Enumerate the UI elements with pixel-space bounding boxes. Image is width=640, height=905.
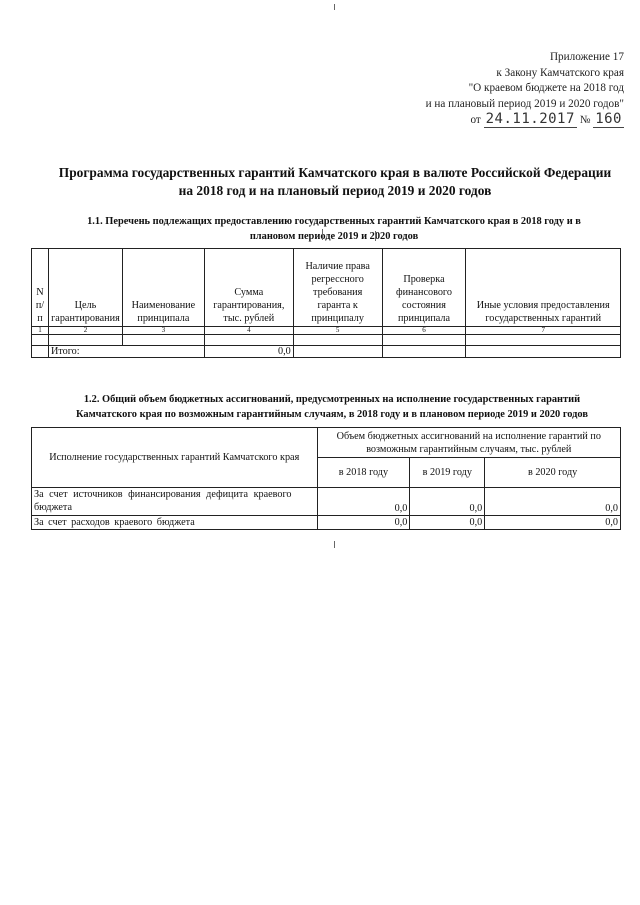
column-numbers-row bbox=[32, 327, 621, 335]
row-label: За счет источников финансирования дефицита краевого бюджета bbox=[32, 488, 318, 516]
table-row bbox=[32, 488, 621, 516]
row-header: Исполнение государственных гарантий Камчатского края bbox=[32, 428, 318, 488]
appendix-date-line bbox=[426, 112, 624, 129]
col-header-regress: Наличие права регрессного требования гаранта к принципалу bbox=[293, 249, 382, 327]
title-line-2: на 2018 год и на плановый период 2019 и 2020 годов bbox=[178, 183, 492, 198]
scan-mark bbox=[322, 229, 323, 240]
col-header-principal: Наименование принципала bbox=[122, 249, 204, 327]
section1-heading bbox=[36, 214, 632, 244]
col-header-check: Проверка финансового состояния принципала bbox=[382, 249, 466, 327]
section1-heading-line-1: 1.1. Перечень подлежащих предоставлению государственных гарантий Камчатского края в 2018 году и в bbox=[87, 216, 581, 227]
row-value: 0,0 bbox=[485, 516, 621, 530]
year-2020-header: в 2020 году bbox=[485, 458, 621, 488]
col-number: 2 bbox=[48, 327, 122, 335]
col-number: 3 bbox=[122, 327, 204, 335]
appendix-block bbox=[426, 50, 624, 129]
col-number: 7 bbox=[466, 327, 621, 335]
section2-heading-line-2: Камчатского края по возможным гарантийным случаям, в 2018 году и в плановом периоде 2019 и 2020 годов bbox=[76, 409, 588, 420]
appendix-line-2: к Закону Камчатского края bbox=[496, 66, 624, 79]
appendix-line-1: Приложение 17 bbox=[549, 51, 624, 63]
appendix-line-4: и на плановый период 2019 и 2020 годов" bbox=[425, 97, 624, 110]
law-number: 160 bbox=[595, 111, 622, 128]
scan-mark bbox=[334, 4, 335, 10]
section2-heading bbox=[30, 392, 634, 422]
col-header-purpose: Цель гарантирования bbox=[48, 249, 122, 327]
row-value: 0,0 bbox=[485, 488, 621, 516]
row-value: 0,0 bbox=[410, 516, 485, 530]
year-2019-header: в 2019 году bbox=[410, 458, 485, 488]
table-row bbox=[32, 516, 621, 530]
number-label: № bbox=[579, 114, 591, 127]
row-label: За счет расходов краевого бюджета bbox=[32, 516, 318, 530]
total-row bbox=[32, 346, 621, 358]
page-title bbox=[40, 164, 630, 200]
scan-mark bbox=[375, 231, 376, 241]
total-value: 0,0 bbox=[204, 346, 293, 358]
title-line-1: Программа государственных гарантий Камчатского края в валюте Российской Федерации bbox=[58, 165, 612, 180]
scan-mark bbox=[334, 541, 335, 548]
col-number: 1 bbox=[32, 327, 49, 335]
col-number: 6 bbox=[382, 327, 466, 335]
group-header: Объем бюджетных ассигнований на исполнение гарантий по возможным гарантийным случаям, тыс. рублей bbox=[317, 428, 620, 458]
appendix-line-3: "О краевом бюджете на 2018 год bbox=[468, 82, 624, 95]
row-value: 0,0 bbox=[317, 488, 410, 516]
col-header-number: N п/п bbox=[32, 249, 49, 327]
appropriations-table bbox=[31, 427, 621, 530]
total-label: Итого: bbox=[48, 346, 204, 358]
table-header-row bbox=[32, 249, 621, 327]
col-number: 5 bbox=[293, 327, 382, 335]
col-header-other: Иные условия предоставления государственных гарантий bbox=[466, 249, 621, 327]
row-value: 0,0 bbox=[410, 488, 485, 516]
row-value: 0,0 bbox=[317, 516, 410, 530]
from-label: от bbox=[470, 114, 481, 127]
year-2018-header: в 2018 году bbox=[317, 458, 410, 488]
table-row bbox=[32, 335, 621, 346]
guarantees-list-table bbox=[31, 248, 621, 358]
col-number: 4 bbox=[204, 327, 293, 335]
section2-heading-line-1: 1.2. Общий объем бюджетных ассигнований, предусмотренных на исполнение государственных гарантий bbox=[83, 394, 581, 405]
law-date: 24.11.2017 bbox=[485, 111, 575, 128]
col-header-amount: Сумма гарантирования, тыс. рублей bbox=[204, 249, 293, 327]
section1-heading-line-2: плановом периоде 2019 и 2020 годов bbox=[249, 231, 419, 242]
table-header-row bbox=[32, 428, 621, 458]
